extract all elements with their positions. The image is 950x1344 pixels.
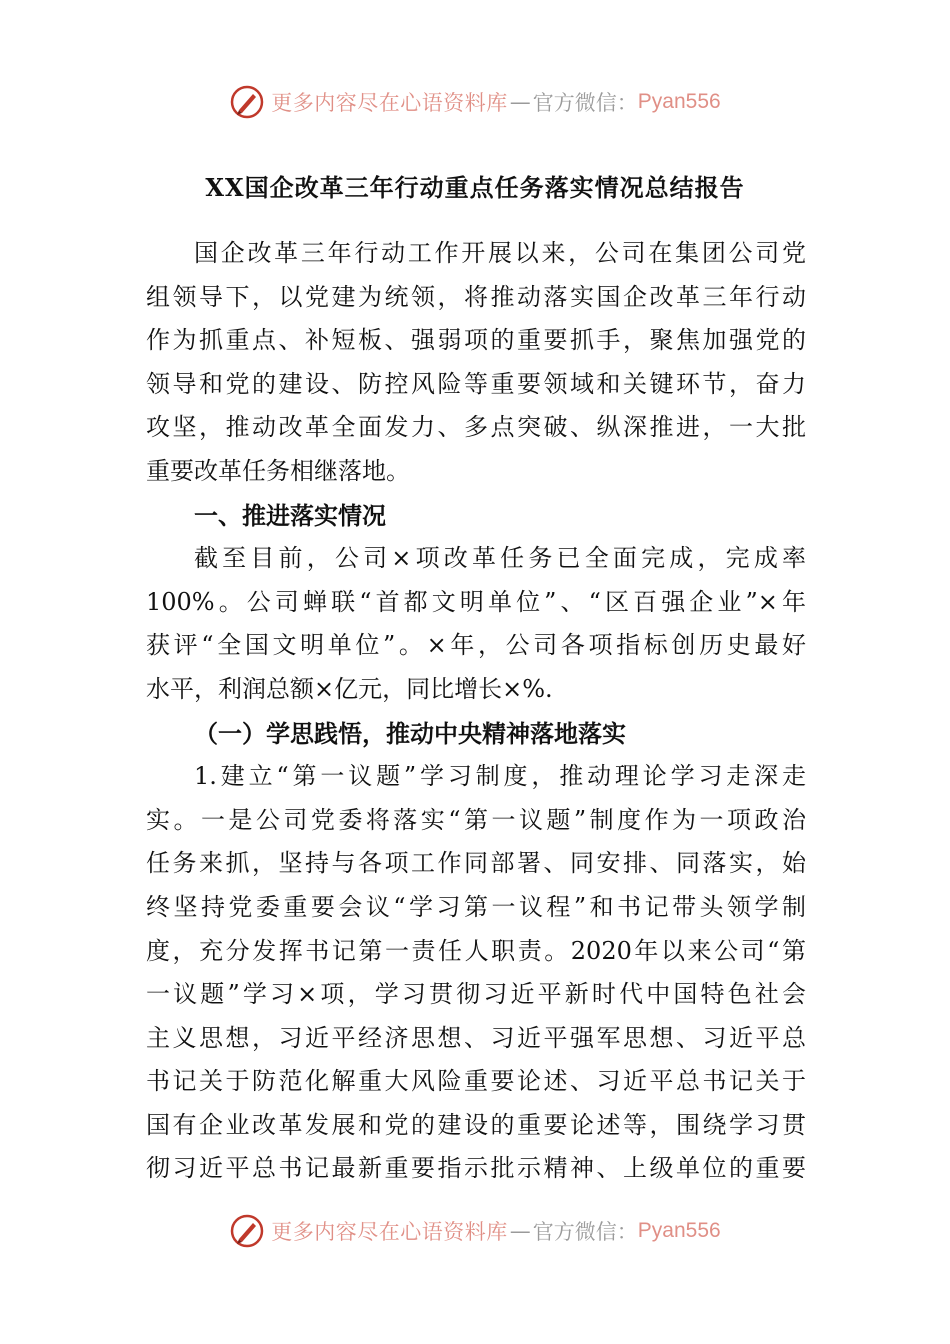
- paragraph-line: 截至目前，公司×项改革任务已全面完成，完成率: [194, 544, 806, 573]
- pen-logo-icon: [229, 84, 265, 120]
- banner-brand-text: 更多内容尽在心语资料库: [271, 1220, 508, 1244]
- banner-separator: —: [509, 90, 531, 114]
- document-title: XX国企改革三年行动重点任务落实情况总结报告: [205, 173, 745, 202]
- paragraph-line: 度，充分发挥书记第一责任人职责。2020年以来公司“第: [146, 936, 806, 965]
- paragraph-line: 国企改革三年行动工作开展以来，公司在集团公司党: [194, 239, 806, 267]
- footer-banner: [0, 1207, 950, 1255]
- paragraph-line: 1.建立“第一议题”学习制度，推动理论学习走深走: [194, 762, 806, 791]
- banner-separator: —: [509, 1219, 531, 1243]
- pen-logo-icon: [229, 1213, 265, 1249]
- section-heading: 一、推进落实情况: [194, 500, 386, 530]
- paragraph-line: 100%。公司蝉联“首都文明单位”、“区百强企业”×年: [146, 587, 806, 616]
- banner-wechat-id: Pyan556: [637, 90, 721, 113]
- paragraph-line: 攻坚，推动改革全面发力、多点突破、纵深推进，一大批: [146, 413, 806, 442]
- paragraph-line: 实。一是公司党委将落实“第一议题”制度作为一项政治: [146, 805, 806, 834]
- paragraph-line: 获评“全国文明单位”。×年，公司各项指标创历史最好: [146, 631, 806, 660]
- paragraph-line: 彻习近平总书记最新重要指示批示精神、上级单位的重要: [146, 1154, 806, 1183]
- paragraph-line: 任务来抓，坚持与各项工作同部署、同安排、同落实，始: [146, 849, 806, 878]
- paragraph-line: 书记关于防范化解重大风险重要论述、习近平总书记关于: [146, 1067, 806, 1096]
- paragraph-line: 终坚持党委重要会议“学习第一议程”和书记带头领学制: [146, 892, 806, 921]
- paragraph-line: 水平，利润总额×亿元，同比增长×%.: [146, 674, 553, 703]
- paragraph-line: 作为抓重点、补短板、强弱项的重要抓手，聚焦加强党的: [146, 326, 806, 355]
- paragraph-line: 领导和党的建设、防控风险等重要领域和关键环节，奋力: [146, 369, 806, 398]
- paragraph-line: 国有企业改革发展和党的建设的重要论述等，围绕学习贯: [146, 1110, 806, 1139]
- header-banner: [0, 78, 950, 126]
- paragraph-line: 主义思想，习近平经济思想、习近平强军思想、习近平总: [146, 1023, 806, 1052]
- subsection-heading: （一）学思践悟，推动中央精神落地落实: [194, 718, 626, 748]
- banner-wechat-label: 官方微信：: [532, 91, 638, 115]
- banner-brand-text: 更多内容尽在心语资料库: [271, 91, 508, 115]
- paragraph-line: 组领导下，以党建为统领，将推动落实国企改革三年行动: [146, 282, 806, 311]
- paragraph-line: 一议题”学习×项，学习贯彻习近平新时代中国特色社会: [146, 980, 806, 1009]
- banner-wechat-label: 官方微信：: [532, 1220, 638, 1244]
- banner-wechat-id: Pyan556: [637, 1219, 721, 1242]
- document-body: [146, 232, 806, 1191]
- paragraph-line: 重要改革任务相继落地。: [146, 456, 410, 485]
